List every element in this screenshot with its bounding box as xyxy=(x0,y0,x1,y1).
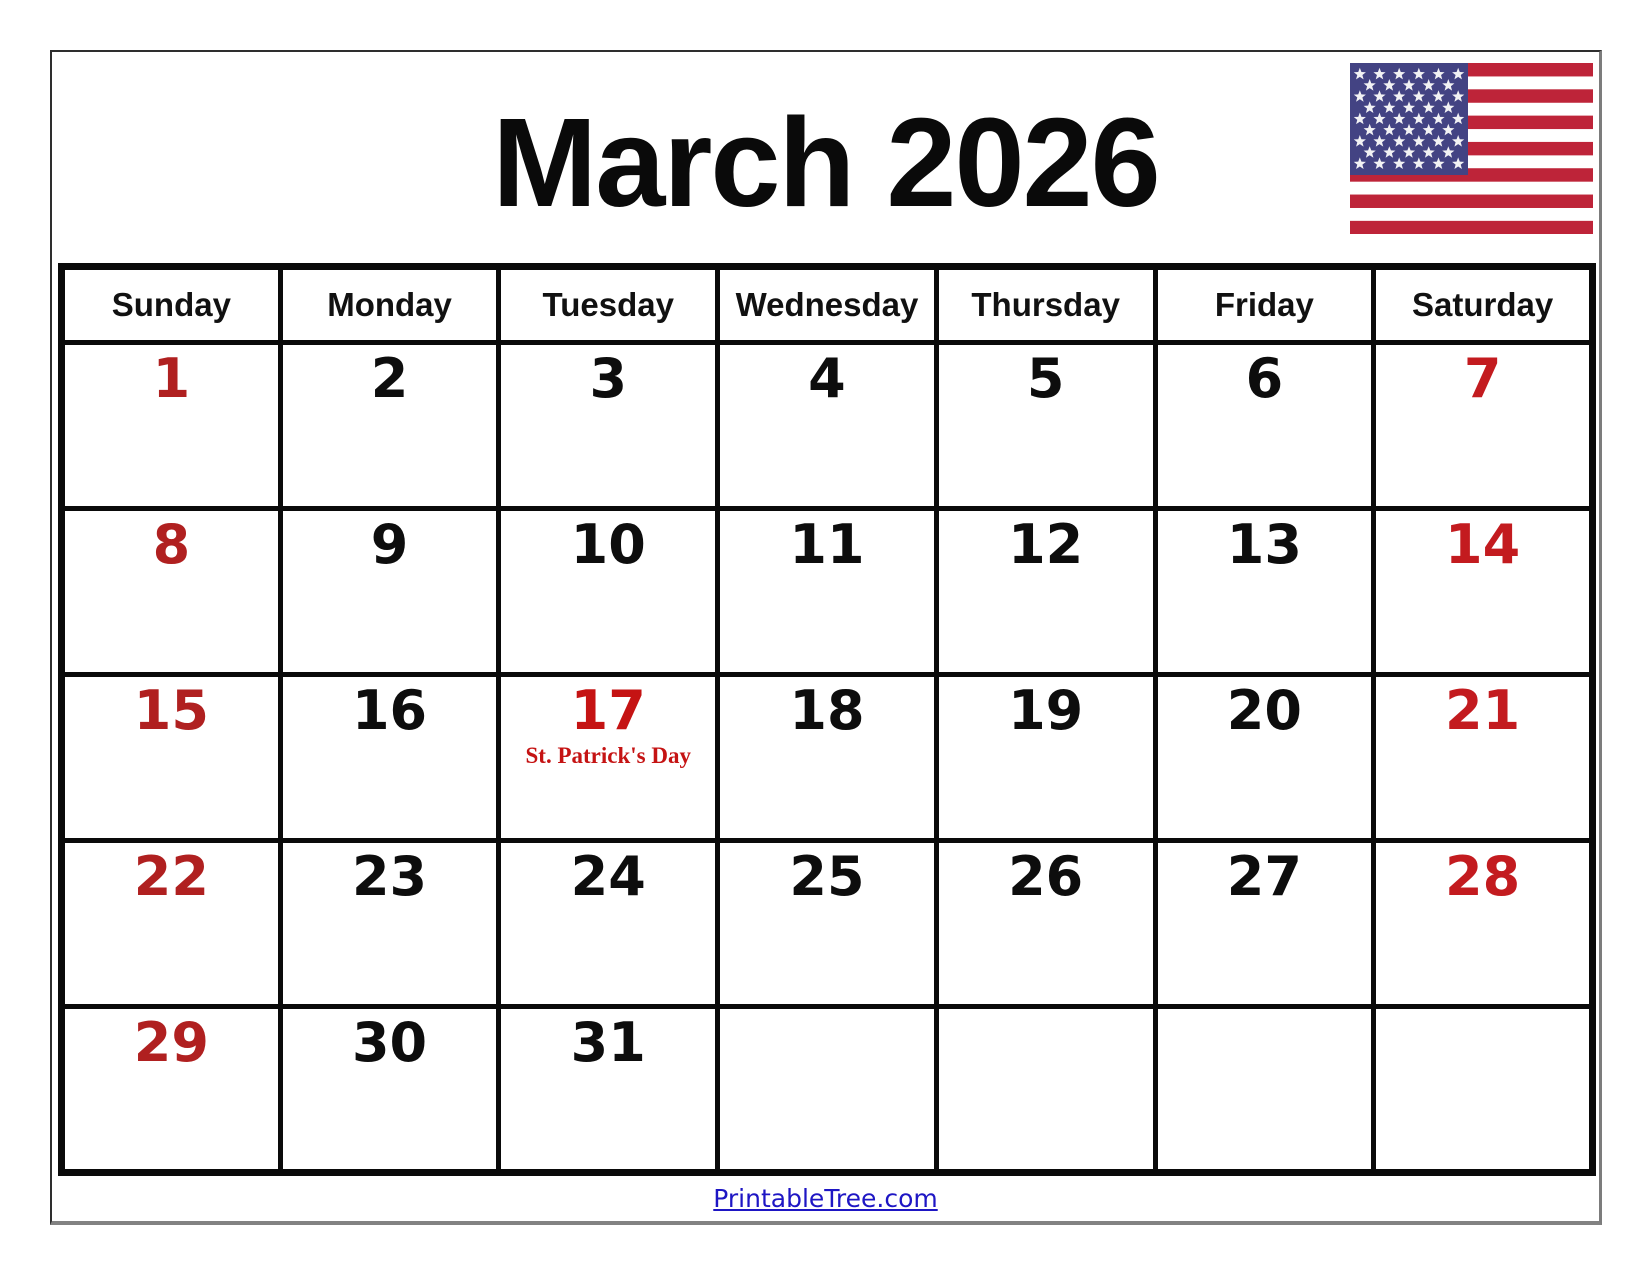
day-cell-10 xyxy=(499,509,718,675)
day-cell-17 xyxy=(499,675,718,841)
weekday-header-saturday: Saturday xyxy=(1374,267,1593,343)
day-cell-2 xyxy=(280,343,499,509)
date-number: 7 xyxy=(1463,347,1502,410)
date-number: 14 xyxy=(1445,513,1521,576)
date-number: 18 xyxy=(789,679,865,742)
day-cell-6 xyxy=(1155,343,1374,509)
day-cell-empty xyxy=(1374,1007,1593,1173)
date-number: 5 xyxy=(1026,347,1065,410)
holiday-label: St. Patrick's Day xyxy=(525,743,691,769)
calendar-title: March 2026 xyxy=(492,92,1159,233)
date-number: 31 xyxy=(570,1011,646,1074)
day-cell-11 xyxy=(718,509,937,675)
day-cell-31 xyxy=(499,1007,718,1173)
date-number: 29 xyxy=(133,1011,209,1074)
day-cell-24 xyxy=(499,841,718,1007)
day-cell-9 xyxy=(280,509,499,675)
date-number: 19 xyxy=(1008,679,1084,742)
day-cell-empty xyxy=(718,1007,937,1173)
day-cell-28 xyxy=(1374,841,1593,1007)
day-cell-12 xyxy=(936,509,1155,675)
day-cell-3 xyxy=(499,343,718,509)
day-cell-26 xyxy=(936,841,1155,1007)
day-cell-21 xyxy=(1374,675,1593,841)
date-number: 22 xyxy=(133,845,209,908)
date-number: 13 xyxy=(1226,513,1302,576)
date-number: 16 xyxy=(351,679,428,742)
day-cell-22 xyxy=(62,841,281,1007)
date-number: 21 xyxy=(1445,679,1521,742)
day-cell-7 xyxy=(1374,343,1593,509)
day-cell-15 xyxy=(62,675,281,841)
calendar-table xyxy=(58,263,1596,1176)
date-number: 11 xyxy=(789,513,865,576)
date-number: 15 xyxy=(133,679,209,742)
date-number: 23 xyxy=(351,845,428,908)
day-cell-13 xyxy=(1155,509,1374,675)
date-number: 24 xyxy=(570,845,646,908)
weekday-header-row xyxy=(62,267,1593,343)
week-row-3 xyxy=(62,675,1593,841)
week-row-4 xyxy=(62,841,1593,1007)
day-cell-23 xyxy=(280,841,499,1007)
weekday-header-wednesday: Wednesday xyxy=(718,267,937,343)
date-number: 1 xyxy=(152,347,191,410)
date-number: 27 xyxy=(1226,845,1302,908)
weekday-header-tuesday: Tuesday xyxy=(499,267,718,343)
day-cell-16 xyxy=(280,675,499,841)
us-flag-icon xyxy=(1350,63,1593,234)
weekday-header-thursday: Thursday xyxy=(936,267,1155,343)
calendar-page xyxy=(50,50,1602,1225)
date-number: 2 xyxy=(370,347,409,410)
weekday-header-monday: Monday xyxy=(280,267,499,343)
date-number: 28 xyxy=(1445,845,1521,908)
day-cell-5 xyxy=(936,343,1155,509)
printabletree-link[interactable]: PrintableTree.com xyxy=(713,1184,938,1213)
day-cell-20 xyxy=(1155,675,1374,841)
date-number: 3 xyxy=(589,347,628,410)
day-cell-empty xyxy=(936,1007,1155,1173)
day-cell-1 xyxy=(62,343,281,509)
date-number: 8 xyxy=(152,513,191,576)
weekday-header-sunday: Sunday xyxy=(62,267,281,343)
date-number: 17 xyxy=(570,679,646,742)
day-cell-14 xyxy=(1374,509,1593,675)
day-cell-27 xyxy=(1155,841,1374,1007)
day-cell-4 xyxy=(718,343,937,509)
date-number: 12 xyxy=(1008,513,1084,576)
date-number: 30 xyxy=(351,1011,428,1074)
date-number: 20 xyxy=(1226,679,1302,742)
day-cell-18 xyxy=(718,675,937,841)
date-number: 6 xyxy=(1245,347,1284,410)
date-number: 4 xyxy=(808,347,846,410)
day-cell-30 xyxy=(280,1007,499,1173)
date-number: 10 xyxy=(570,513,646,576)
date-number: 9 xyxy=(370,513,409,576)
day-cell-29 xyxy=(62,1007,281,1173)
weekday-header-friday: Friday xyxy=(1155,267,1374,343)
date-number: 25 xyxy=(789,845,865,908)
day-cell-8 xyxy=(62,509,281,675)
footer xyxy=(52,1184,1599,1213)
week-row-2 xyxy=(62,509,1593,675)
week-row-1 xyxy=(62,343,1593,509)
date-number: 26 xyxy=(1008,845,1084,908)
day-cell-19 xyxy=(936,675,1155,841)
day-cell-empty xyxy=(1155,1007,1374,1173)
day-cell-25 xyxy=(718,841,937,1007)
week-row-5 xyxy=(62,1007,1593,1173)
